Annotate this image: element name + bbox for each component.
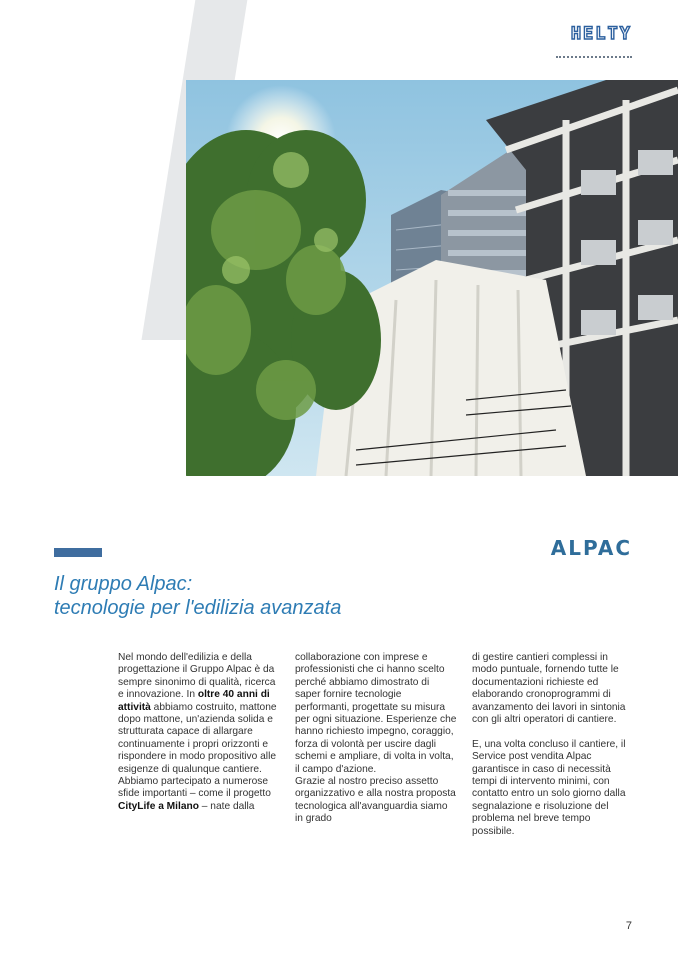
text-column-1 xyxy=(118,652,280,826)
text-run: abbiamo costruito, mattone dopo mattone, un'azienda solida e strutturata capace di allargare continuamente i propri orizzonti e rispondere in modo propositivo alle esigenze di qualunque cantiere. Abbiamo partecipato a numerose sfide importanti – come il progetto xyxy=(118,701,277,800)
section-title-line-2: tecnologie per l'edilizia avanzata xyxy=(54,597,342,619)
paragraph: collaborazione con imprese e professionisti che ci hanno scelto perché abbiamo dimostrato di saper fornire tecnologie performanti, progettate su misura per ogni situazione. Esperienze che hanno richiesto impegno, coraggio, forza di volontà per uscire dagli schemi e ampliare, di volta in volta, il campo d'azione. xyxy=(295,652,457,775)
paragraph xyxy=(118,652,280,813)
section-title xyxy=(54,572,341,620)
paragraph: E, una volta concluso il cantiere, il Service post vendita Alpac garantisce in caso di necessità tempi di intervento minimi, con contatto entro un solo giorno dalla segnalazione e risoluzione del problema nel breve tempo possibile. xyxy=(472,738,626,837)
bold-text: oltre 40 anni di attività xyxy=(118,689,270,713)
alpac-logo: ALPAC xyxy=(550,536,632,560)
text-run: Nel mondo dell'edilizia e della progettazione il Gruppo Alpac è da sempre sinonimo di qualità, ricerca e innovazione. In xyxy=(118,652,276,701)
bold-text: CityLife a Milano xyxy=(118,800,199,812)
text-column-2 xyxy=(295,652,457,838)
accent-bar xyxy=(54,548,102,557)
paragraph: Grazie al nostro preciso assetto organizzativo e alla nostra proposta tecnologica all'avanguardia siamo in grado xyxy=(295,776,456,825)
helty-logo: HELTY xyxy=(570,24,632,44)
logo-dotted-rule xyxy=(556,56,632,58)
paragraph: di gestire cantieri complessi in modo puntuale, fornendo tutte le documentazioni richieste ed elaborando cronoprogrammi di avanzamento dei lavori in sintonia con gli altri operatori di cantiere. xyxy=(472,652,626,726)
page-number: 7 xyxy=(625,920,632,932)
text-column-3 xyxy=(472,652,634,850)
building-photo-icon xyxy=(186,80,678,476)
section-title-line-1: Il gruppo Alpac: xyxy=(54,573,193,595)
text-run: – nate dalla xyxy=(198,800,255,812)
building-photo xyxy=(186,80,678,476)
